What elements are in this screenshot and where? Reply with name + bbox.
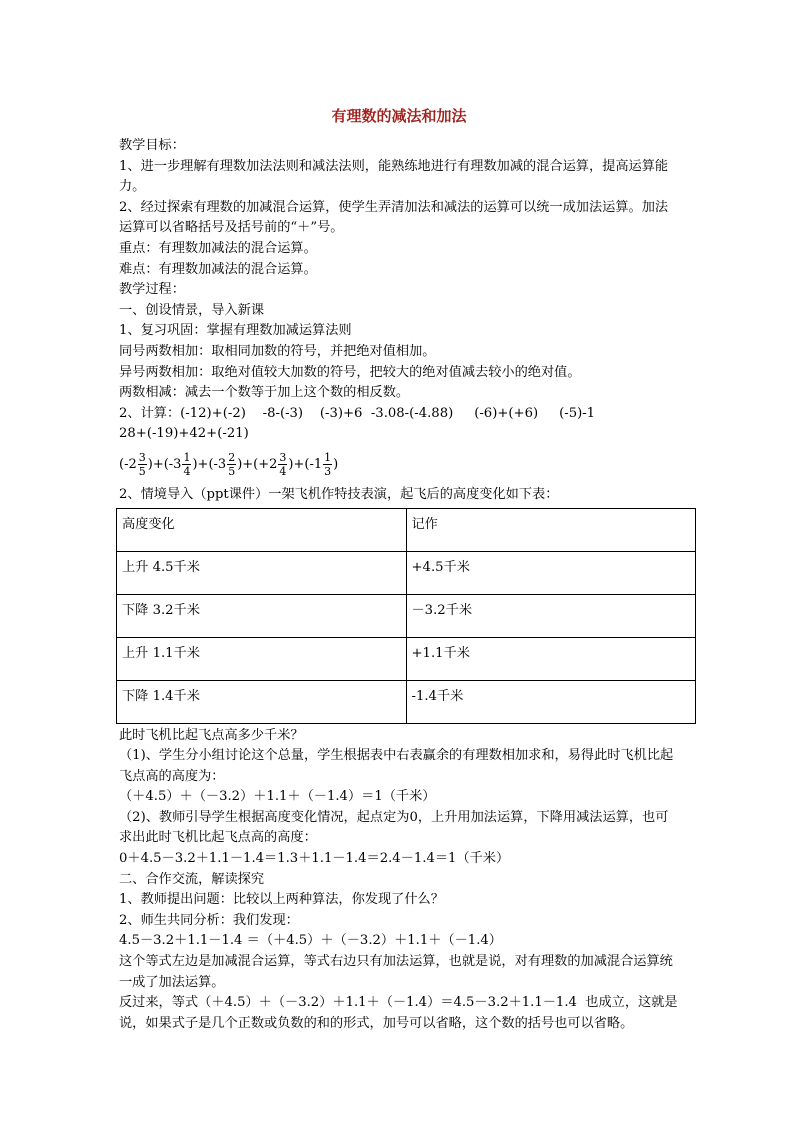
method-2-equation: 0＋4.5－3.2＋1.1－1.4＝1.3＋1.1－1.4＝2.4－1.4＝1（千米） <box>119 851 510 867</box>
page-title: 有理数的减法和加法 <box>331 107 467 125</box>
table-cell: 下降 1.4千米 <box>117 680 407 723</box>
calc-label: 2、计算： <box>119 405 181 421</box>
fraction-term: +(-1 $\frac{1}{3}$ ) <box>293 450 339 478</box>
section-2-heading: 二、合作交流，解读探究 <box>119 871 265 887</box>
table-cell: 上升 1.1千米 <box>117 637 407 680</box>
rule-same-sign: 同号两数相加：取相同加数的符号，并把绝对值相加。 <box>119 343 436 359</box>
teacher-question: 1、教师提出问题：比较以上两种算法，你发现了什么？ <box>119 892 444 908</box>
calc-item: (-3)+6 <box>319 405 363 421</box>
key-point: 重点：有理数加减法的混合运算。 <box>119 240 317 256</box>
analysis-line: 2、师生共同分析：我们发现： <box>119 912 299 928</box>
table-cell: －3.2千米 <box>406 594 696 637</box>
rule-different-sign: 异号两数相加：取绝对值较大加数的符号，把较大的绝对值减去较小的绝对值。 <box>119 364 581 380</box>
table-cell: +1.1千米 <box>406 637 696 680</box>
fraction-term: +(-3 $\frac{2}{5}$ ) <box>197 450 243 478</box>
fraction-expression <box>119 445 679 485</box>
table-cell: -1.4千米 <box>406 680 696 723</box>
table-row <box>117 551 696 594</box>
goal-2: 2、经过探索有理数的加减混合运算，使学生弄清加法和减法的运算可以统一成加法运算。加法运算可以省略括号及括号前的“＋”号。 <box>119 199 669 236</box>
table-row <box>117 680 696 723</box>
section-1-heading: 一、创设情景，导入新课 <box>119 302 265 318</box>
situation-line: 2、情境导入（ppt课件）一架飞机作特技表演，起飞后的高度变化如下表： <box>119 486 559 502</box>
analysis-text: 这个等式左边是加减混合运算，等式右边只有加法运算，也就是说，对有理数的加减混合运算统一成了加法运算。 <box>119 954 673 990</box>
table-cell: 上升 4.5千米 <box>117 551 407 594</box>
table-header: 高度变化 <box>117 508 407 551</box>
review-line: 1、复习巩固：掌握有理数加减运算法则 <box>119 323 352 339</box>
calc-item: (-6)+(+6) <box>474 405 539 421</box>
table-row <box>117 637 696 680</box>
document-page <box>119 106 679 1034</box>
goal-1: 1、进一步理解有理数加法法则和减法法则，能熟练地进行有理数加减的混合运算，提高运算能力。 <box>119 158 669 195</box>
fraction-term: +(+2 $\frac{3}{4}$ ) <box>242 450 294 478</box>
rule-subtraction: 两数相减：减去一个数等于加上这个数的相反数。 <box>119 385 410 401</box>
table-cell: +4.5千米 <box>406 551 696 594</box>
fraction-term: +(-3 $\frac{1}{4}$ ) <box>152 450 198 478</box>
calc-line-2: 28+(-19)+42+(-21) <box>119 426 249 442</box>
calc-item: -8-(-3) <box>262 405 304 421</box>
table-row <box>117 594 696 637</box>
fraction-term: (-2 $\frac{3}{5}$ ) <box>119 450 153 478</box>
process-heading: 教学过程： <box>119 282 185 298</box>
difficulty: 难点：有理数加减法的混合运算。 <box>119 261 317 277</box>
question-line: 此时飞机比起飞点高多少千米？ <box>119 727 304 743</box>
calc-item: (-12)+(-2) <box>180 405 246 421</box>
calc-item: (-5)-1 <box>559 405 596 421</box>
goals-heading: 教学目标： <box>119 138 185 153</box>
method-1-equation: （＋4.5）＋（－3.2）＋1.1＋（－1.4）＝1（千米） <box>119 789 436 805</box>
calc-item: -3.08-(-4.88) <box>370 405 454 421</box>
table-cell: 下降 3.2千米 <box>117 594 407 637</box>
table-header: 记作 <box>406 508 696 551</box>
reverse-text: 反过来，等式（＋4.5）＋（－3.2）＋1.1＋（－1.4）＝4.5－3.2＋1.1－1.4 也成立，这就是说，如果式子是几个正数或负数的和的形式，加号可以省略，这个数的括号也可以省略。 <box>119 995 678 1031</box>
analysis-equation: 4.5－3.2＋1.1－1.4 ＝（＋4.5）＋（－3.2）＋1.1＋（－1.4） <box>119 933 502 949</box>
method-2: （2)、教师引导学生根据高度变化情况，起点定为0，上升用加法运算，下降用减法运算，也可求出此时飞机比起飞点高的高度： <box>119 809 669 846</box>
calc-line <box>119 404 679 425</box>
table-header-row <box>117 508 696 551</box>
method-1: （1)、学生分小组讨论这个总量，学生根据表中右表赢余的有理数相加求和，易得此时飞机比起飞点高的高度为： <box>119 748 674 784</box>
altitude-table <box>116 508 696 724</box>
